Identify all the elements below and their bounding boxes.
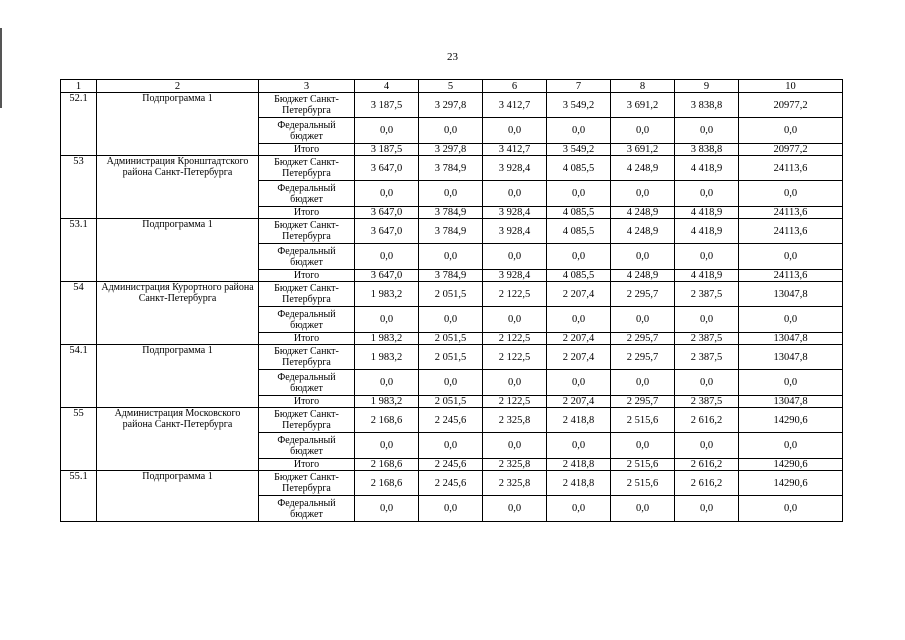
value-cell: 2 387,5: [675, 333, 739, 345]
column-header-2: 2: [97, 80, 259, 93]
value-cell: 3 549,2: [547, 93, 611, 118]
column-header-8: 8: [611, 80, 675, 93]
value-cell: 0,0: [547, 433, 611, 459]
value-cell: 0,0: [675, 118, 739, 144]
column-header-3: 3: [259, 80, 355, 93]
value-cell: 4 248,9: [611, 156, 675, 181]
value-cell: 2 295,7: [611, 333, 675, 345]
column-header-5: 5: [419, 80, 483, 93]
value-cell: 0,0: [739, 118, 843, 144]
funding-source-cell: Бюджет Санкт-Петербурга: [259, 282, 355, 307]
value-cell: 4 248,9: [611, 207, 675, 219]
value-cell: 0,0: [547, 496, 611, 522]
value-cell: 3 838,8: [675, 144, 739, 156]
value-cell: 3 647,0: [355, 207, 419, 219]
column-header-1: 1: [61, 80, 97, 93]
value-cell: 0,0: [355, 244, 419, 270]
budget-table: [60, 79, 843, 522]
funding-source-cell: Бюджет Санкт-Петербурга: [259, 93, 355, 118]
value-cell: 2 325,8: [483, 459, 547, 471]
funding-source-cell: Федеральный бюджет: [259, 370, 355, 396]
value-cell: 0,0: [611, 118, 675, 144]
value-cell: 0,0: [611, 496, 675, 522]
value-cell: 3 187,5: [355, 93, 419, 118]
value-cell: 20977,2: [739, 144, 843, 156]
value-cell: 2 168,6: [355, 408, 419, 433]
value-cell: 0,0: [419, 181, 483, 207]
value-cell: 0,0: [675, 244, 739, 270]
value-cell: 0,0: [355, 370, 419, 396]
value-cell: 24113,6: [739, 156, 843, 181]
value-cell: 2 122,5: [483, 333, 547, 345]
value-cell: 2 418,8: [547, 471, 611, 496]
table-row: [61, 219, 843, 244]
table-row: [61, 408, 843, 433]
value-cell: 0,0: [675, 370, 739, 396]
value-cell: 24113,6: [739, 270, 843, 282]
table-row: [61, 93, 843, 118]
value-cell: 2 616,2: [675, 459, 739, 471]
value-cell: 3 784,9: [419, 219, 483, 244]
funding-source-cell: Федеральный бюджет: [259, 433, 355, 459]
value-cell: 0,0: [419, 307, 483, 333]
column-header-10: 10: [739, 80, 843, 93]
value-cell: 3 297,8: [419, 93, 483, 118]
value-cell: 3 784,9: [419, 270, 483, 282]
value-cell: 0,0: [419, 433, 483, 459]
value-cell: 2 245,6: [419, 408, 483, 433]
value-cell: 0,0: [547, 370, 611, 396]
value-cell: 0,0: [547, 307, 611, 333]
value-cell: 1 983,2: [355, 345, 419, 370]
value-cell: 2 168,6: [355, 471, 419, 496]
value-cell: 2 122,5: [483, 345, 547, 370]
value-cell: 0,0: [355, 496, 419, 522]
value-cell: 14290,6: [739, 471, 843, 496]
scan-edge-mark: [0, 28, 2, 108]
value-cell: 2 515,6: [611, 459, 675, 471]
funding-source-cell: Итого: [259, 459, 355, 471]
header-row: [61, 80, 843, 93]
value-cell: 13047,8: [739, 282, 843, 307]
value-cell: 3 647,0: [355, 219, 419, 244]
table-row: [61, 156, 843, 181]
value-cell: 0,0: [547, 181, 611, 207]
row-number-cell: 54: [61, 282, 97, 345]
value-cell: 3 297,8: [419, 144, 483, 156]
value-cell: 0,0: [739, 307, 843, 333]
value-cell: 2 245,6: [419, 459, 483, 471]
value-cell: 0,0: [355, 181, 419, 207]
value-cell: 2 616,2: [675, 471, 739, 496]
row-number-cell: 52.1: [61, 93, 97, 156]
value-cell: 0,0: [483, 118, 547, 144]
value-cell: 4 418,9: [675, 207, 739, 219]
funding-source-cell: Федеральный бюджет: [259, 244, 355, 270]
value-cell: 3 691,2: [611, 93, 675, 118]
row-number-cell: 55: [61, 408, 97, 471]
column-header-4: 4: [355, 80, 419, 93]
value-cell: 4 085,5: [547, 219, 611, 244]
row-number-cell: 54.1: [61, 345, 97, 408]
value-cell: 2 207,4: [547, 333, 611, 345]
value-cell: 2 207,4: [547, 396, 611, 408]
program-name-cell: Подпрограмма 1: [97, 471, 259, 522]
value-cell: 4 085,5: [547, 270, 611, 282]
value-cell: 2 245,6: [419, 471, 483, 496]
value-cell: 2 122,5: [483, 396, 547, 408]
value-cell: 2 387,5: [675, 396, 739, 408]
row-number-cell: 53.1: [61, 219, 97, 282]
value-cell: 2 325,8: [483, 471, 547, 496]
table-row: [61, 282, 843, 307]
value-cell: 3 647,0: [355, 156, 419, 181]
value-cell: 3 549,2: [547, 144, 611, 156]
value-cell: 3 691,2: [611, 144, 675, 156]
value-cell: 3 928,4: [483, 270, 547, 282]
value-cell: 2 207,4: [547, 282, 611, 307]
value-cell: 0,0: [739, 433, 843, 459]
value-cell: 2 295,7: [611, 282, 675, 307]
value-cell: 0,0: [355, 307, 419, 333]
value-cell: 0,0: [675, 181, 739, 207]
column-header-7: 7: [547, 80, 611, 93]
value-cell: 2 418,8: [547, 459, 611, 471]
funding-source-cell: Федеральный бюджет: [259, 307, 355, 333]
value-cell: 1 983,2: [355, 333, 419, 345]
value-cell: 4 418,9: [675, 270, 739, 282]
value-cell: 0,0: [419, 496, 483, 522]
value-cell: 0,0: [611, 181, 675, 207]
value-cell: 1 983,2: [355, 396, 419, 408]
value-cell: 3 928,4: [483, 219, 547, 244]
value-cell: 4 248,9: [611, 219, 675, 244]
value-cell: 0,0: [483, 496, 547, 522]
program-name-cell: Администрация Кронштадтского района Санкт-Петербурга: [97, 156, 259, 219]
funding-source-cell: Итого: [259, 270, 355, 282]
value-cell: 4 085,5: [547, 156, 611, 181]
value-cell: 24113,6: [739, 207, 843, 219]
funding-source-cell: Бюджет Санкт-Петербурга: [259, 345, 355, 370]
value-cell: 0,0: [547, 244, 611, 270]
value-cell: 2 325,8: [483, 408, 547, 433]
value-cell: 4 248,9: [611, 270, 675, 282]
value-cell: 0,0: [675, 496, 739, 522]
funding-source-cell: Бюджет Санкт-Петербурга: [259, 156, 355, 181]
value-cell: 14290,6: [739, 408, 843, 433]
value-cell: 3 928,4: [483, 156, 547, 181]
value-cell: 2 051,5: [419, 396, 483, 408]
value-cell: 2 051,5: [419, 345, 483, 370]
value-cell: 0,0: [483, 433, 547, 459]
value-cell: 24113,6: [739, 219, 843, 244]
value-cell: 0,0: [355, 118, 419, 144]
value-cell: 4 418,9: [675, 219, 739, 244]
column-header-9: 9: [675, 80, 739, 93]
row-number-cell: 53: [61, 156, 97, 219]
value-cell: 4 418,9: [675, 156, 739, 181]
value-cell: 0,0: [483, 307, 547, 333]
table-row: [61, 471, 843, 496]
table-body: [61, 80, 843, 522]
value-cell: 2 051,5: [419, 282, 483, 307]
value-cell: 0,0: [675, 433, 739, 459]
value-cell: 2 295,7: [611, 345, 675, 370]
program-name-cell: Администрация Московского района Санкт-Петербурга: [97, 408, 259, 471]
value-cell: 2 295,7: [611, 396, 675, 408]
value-cell: 0,0: [739, 181, 843, 207]
funding-source-cell: Итого: [259, 207, 355, 219]
value-cell: 3 784,9: [419, 156, 483, 181]
value-cell: 13047,8: [739, 345, 843, 370]
value-cell: 3 784,9: [419, 207, 483, 219]
value-cell: 2 387,5: [675, 282, 739, 307]
value-cell: 4 085,5: [547, 207, 611, 219]
value-cell: 2 122,5: [483, 282, 547, 307]
value-cell: 14290,6: [739, 459, 843, 471]
value-cell: 0,0: [739, 496, 843, 522]
value-cell: 2 207,4: [547, 345, 611, 370]
funding-source-cell: Бюджет Санкт-Петербурга: [259, 408, 355, 433]
value-cell: 0,0: [547, 118, 611, 144]
funding-source-cell: Итого: [259, 396, 355, 408]
program-name-cell: Администрация Курортного района Санкт-Петербурга: [97, 282, 259, 345]
funding-source-cell: Бюджет Санкт-Петербурга: [259, 219, 355, 244]
value-cell: 0,0: [675, 307, 739, 333]
value-cell: 13047,8: [739, 396, 843, 408]
value-cell: 2 387,5: [675, 345, 739, 370]
funding-source-cell: Федеральный бюджет: [259, 181, 355, 207]
value-cell: 3 412,7: [483, 93, 547, 118]
funding-source-cell: Бюджет Санкт-Петербурга: [259, 471, 355, 496]
funding-source-cell: Федеральный бюджет: [259, 118, 355, 144]
budget-table-container: [60, 79, 843, 522]
value-cell: 2 616,2: [675, 408, 739, 433]
page-number: 23: [447, 51, 458, 63]
value-cell: 3 838,8: [675, 93, 739, 118]
value-cell: 2 515,6: [611, 471, 675, 496]
program-name-cell: Подпрограмма 1: [97, 93, 259, 156]
value-cell: 0,0: [483, 370, 547, 396]
funding-source-cell: Федеральный бюджет: [259, 496, 355, 522]
value-cell: 0,0: [419, 118, 483, 144]
table-row: [61, 345, 843, 370]
row-number-cell: 55.1: [61, 471, 97, 522]
value-cell: 2 051,5: [419, 333, 483, 345]
value-cell: 2 418,8: [547, 408, 611, 433]
value-cell: 0,0: [611, 307, 675, 333]
value-cell: 3 928,4: [483, 207, 547, 219]
value-cell: 0,0: [483, 181, 547, 207]
value-cell: 2 515,6: [611, 408, 675, 433]
value-cell: 0,0: [739, 370, 843, 396]
column-header-6: 6: [483, 80, 547, 93]
program-name-cell: Подпрограмма 1: [97, 219, 259, 282]
value-cell: 0,0: [355, 433, 419, 459]
value-cell: 0,0: [611, 244, 675, 270]
value-cell: 2 168,6: [355, 459, 419, 471]
value-cell: 3 412,7: [483, 144, 547, 156]
value-cell: 0,0: [739, 244, 843, 270]
value-cell: 0,0: [483, 244, 547, 270]
value-cell: 0,0: [419, 370, 483, 396]
value-cell: 3 187,5: [355, 144, 419, 156]
value-cell: 13047,8: [739, 333, 843, 345]
value-cell: 20977,2: [739, 93, 843, 118]
value-cell: 0,0: [611, 433, 675, 459]
funding-source-cell: Итого: [259, 333, 355, 345]
program-name-cell: Подпрограмма 1: [97, 345, 259, 408]
value-cell: 1 983,2: [355, 282, 419, 307]
value-cell: 3 647,0: [355, 270, 419, 282]
value-cell: 0,0: [611, 370, 675, 396]
funding-source-cell: Итого: [259, 144, 355, 156]
value-cell: 0,0: [419, 244, 483, 270]
